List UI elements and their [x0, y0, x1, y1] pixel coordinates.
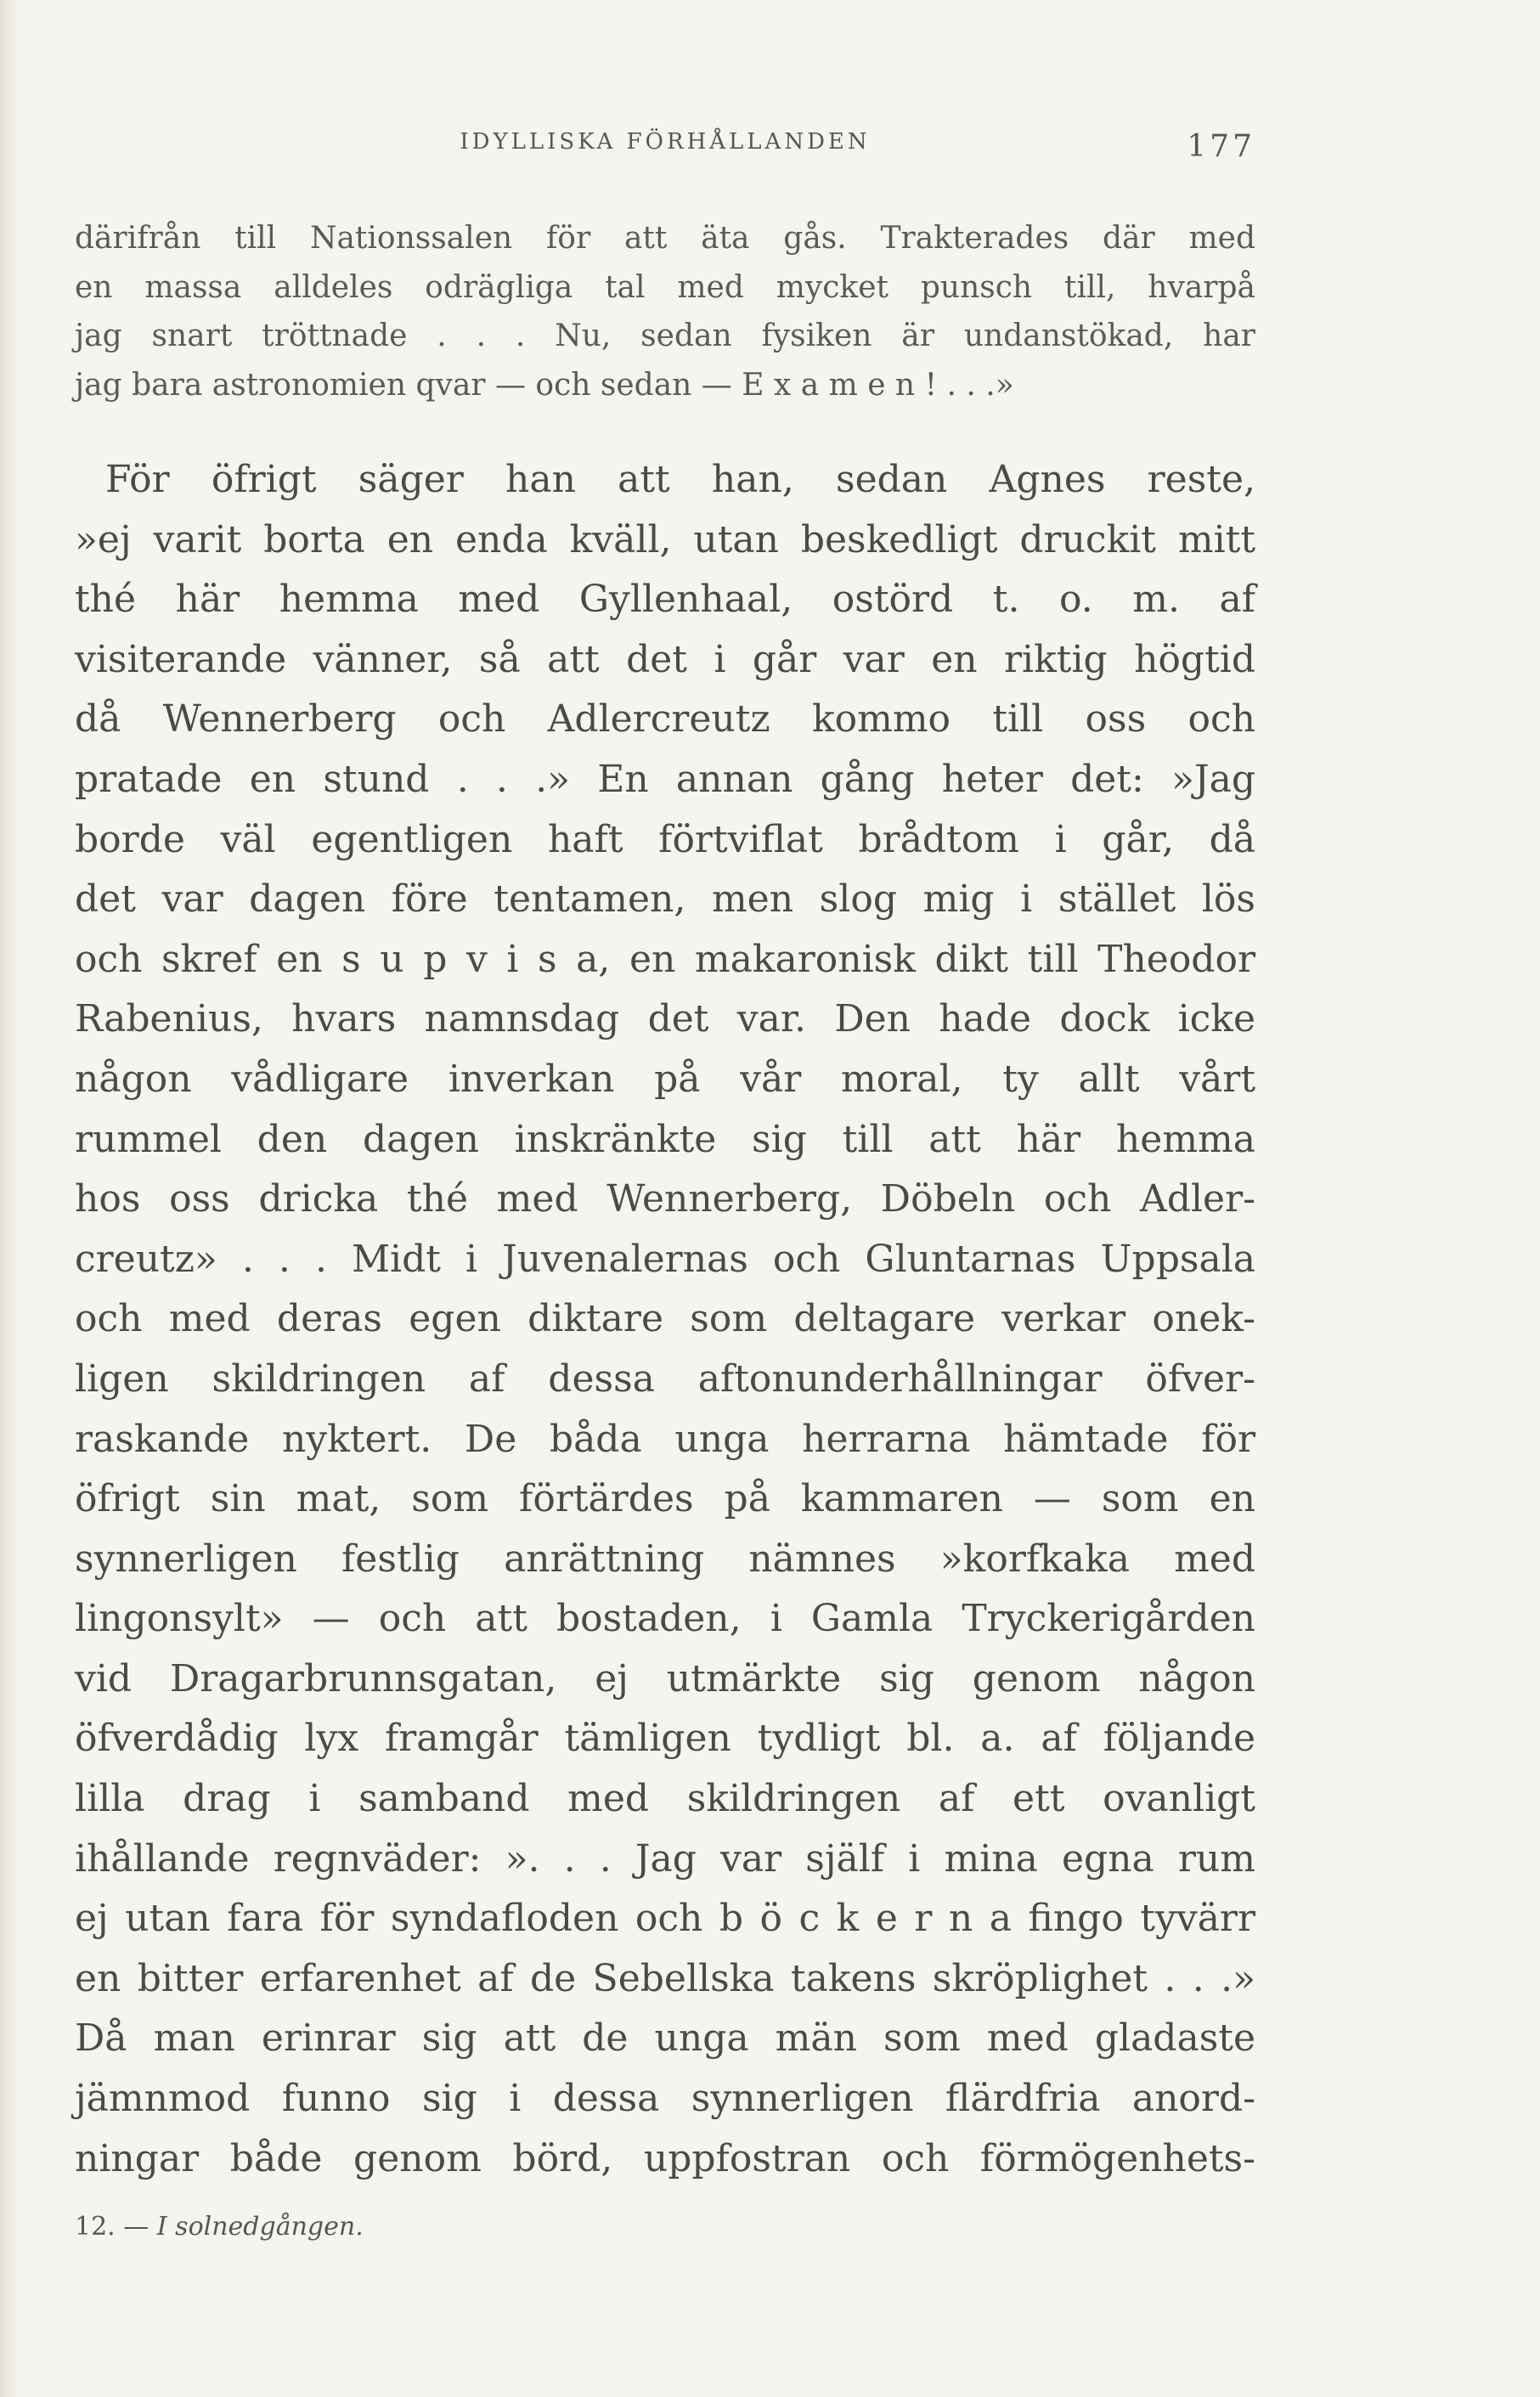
- signature-mark: [75, 2212, 364, 2242]
- text-line: För öfrigt säger han att han, sedan Agnes reste,: [105, 458, 1255, 501]
- signature-number: 12. —: [75, 2212, 149, 2242]
- running-head: IDYLLISKA FÖRHÅLLANDEN: [460, 129, 871, 155]
- text-line: öfrigt sin mat, som förtärdes på kammaren — som en: [75, 1477, 1255, 1521]
- signature-title: I solnedgången.: [156, 2212, 364, 2242]
- text-line: någon vådligare inverkan på vår moral, ty allt vårt: [75, 1057, 1255, 1101]
- text-line: jag bara astronomien qvar — och sedan — E x a m e n ! . . .»: [75, 367, 1014, 403]
- text-line: det var dagen före tentamen, men slog mig i stället lös: [75, 877, 1255, 922]
- text-line: rummel den dagen inskränkte sig till att här hemma: [75, 1117, 1255, 1161]
- text-line: borde väl egentligen haft förtviflat brådtom i går, då: [75, 817, 1255, 861]
- text-line: då Wennerberg och Adlercreutz kommo till oss och: [75, 697, 1255, 742]
- text-line: Rabenius, hvars namnsdag det var. Den hade dock icke: [75, 997, 1255, 1041]
- page-edge: [0, 0, 19, 2397]
- text-line: »ej varit borta en enda kväll, utan beskedligt druckit mitt: [75, 517, 1255, 561]
- text-line: öfverdådig lyx framgår tämligen tydligt bl. a. af följande: [75, 1717, 1255, 1761]
- text-line: lingonsylt» — och att bostaden, i Gamla Tryckerigården: [75, 1597, 1255, 1641]
- text-line: ej utan fara för syndafloden och b ö c k e r n a fingo tyvärr: [75, 1897, 1255, 1941]
- text-line: jag snart tröttnade . . . Nu, sedan fysiken är undanstökad, har: [75, 319, 1255, 353]
- text-line: vid Dragarbrunnsgatan, ej utmärkte sig genom någon: [75, 1656, 1255, 1700]
- text-line: och med deras egen diktare som deltagare verkar onek-: [75, 1297, 1255, 1341]
- text-line: därifrån till Nationssalen för att äta gås. Trakterades där med: [75, 221, 1255, 256]
- text-line: synnerligen festlig anrättning nämnes »korfkaka med: [75, 1537, 1255, 1581]
- text-line: ningar både genom börd, uppfostran och förmögenhets-: [75, 2136, 1255, 2180]
- text-line: hos oss dricka thé med Wennerberg, Döbeln och Adler-: [75, 1177, 1255, 1221]
- text-line: ihållande regnväder: ». . . Jag var själf i mina egna rum: [75, 1836, 1255, 1881]
- text-line: pratade en stund . . .» En annan gång heter det: »Jag: [75, 757, 1255, 801]
- text-line: lilla drag i samband med skildringen af ett ovanligt: [75, 1777, 1255, 1821]
- intro-paragraph: [75, 214, 1255, 409]
- text-line: thé här hemma med Gyllenhaal, ostörd t. o. m. af: [75, 578, 1255, 622]
- text-line: creutz» . . . Midt i Juvenalernas och Gluntarnas Uppsala: [75, 1237, 1255, 1281]
- text-line: Då man erinrar sig att de unga män som med gladaste: [75, 2016, 1255, 2061]
- text-line: visiterande vänner, så att det i går var en riktig högtid: [75, 637, 1255, 681]
- text-line: jämnmod funno sig i dessa synnerligen flärdfria anord-: [75, 2077, 1255, 2121]
- text-line: en bitter erfarenhet af de Sebellska takens skröplighet . . .»: [75, 1956, 1255, 2000]
- text-line: ligen skildringen af dessa aftonunderhållningar öfver-: [75, 1356, 1255, 1401]
- text-line: en massa alldeles odrägliga tal med mycket punsch till, hvarpå: [75, 269, 1255, 305]
- body-text: [75, 450, 1255, 2189]
- text-line: och skref en s u p v i s a, en makaronisk dikt till Theodor: [75, 937, 1255, 981]
- page-number: 177: [1187, 129, 1255, 164]
- text-line: raskande nyktert. De båda unga herrarna hämtade för: [75, 1417, 1255, 1461]
- page-header: [75, 129, 1255, 172]
